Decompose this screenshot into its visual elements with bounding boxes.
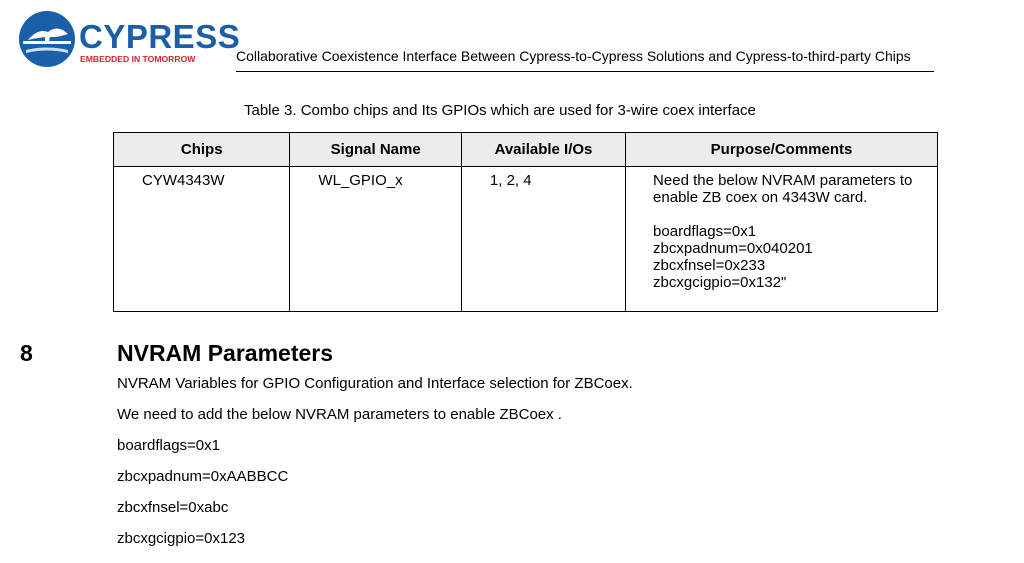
comment-line: enable ZB coex on 4343W card. xyxy=(653,189,868,206)
header-divider xyxy=(236,71,934,72)
combo-chips-table xyxy=(113,132,938,312)
document-header-title: Collaborative Coexistence Interface Between Cypress-to-Cypress Solutions and Cypress-to-third-party Chips xyxy=(236,48,911,64)
logo-tagline: EMBEDDED IN TOMORROW xyxy=(80,54,196,64)
paragraph: zbcxgcigpio=0x123 xyxy=(117,530,246,547)
header-available-ios: Available I/Os xyxy=(461,133,625,167)
paragraph: zbcxfnsel=0xabc xyxy=(117,499,229,516)
paragraph: We need to add the below NVRAM parameters to enable ZBCoex . xyxy=(117,406,562,423)
table-header-row xyxy=(114,133,938,167)
paragraph: zbcxpadnum=0xAABBCC xyxy=(117,468,289,485)
nvram-param: zbcxpadnum=0x040201 xyxy=(653,240,813,257)
header-chips: Chips xyxy=(114,133,290,167)
nvram-param: zbcxfnsel=0x233 xyxy=(653,257,766,274)
section-title: NVRAM Parameters xyxy=(117,340,334,366)
cell-signal: WL_GPIO_x xyxy=(290,167,461,312)
nvram-param: zbcxgcigpio=0x132" xyxy=(653,274,787,291)
paragraph: NVRAM Variables for GPIO Configuration and Interface selection for ZBCoex. xyxy=(117,375,633,392)
section-number: 8 xyxy=(20,340,33,366)
cypress-logo xyxy=(18,10,241,68)
header-purpose-comments: Purpose/Comments xyxy=(626,133,938,167)
table-caption: Table 3. Combo chips and Its GPIOs which are used for 3-wire coex interface xyxy=(244,102,756,119)
nvram-param: boardflags=0x1 xyxy=(653,223,757,240)
header-signal-name: Signal Name xyxy=(290,133,461,167)
logo-wordmark: CYPRESS xyxy=(79,18,241,55)
cell-ios: 1, 2, 4 xyxy=(461,167,625,312)
comment-line: Need the below NVRAM parameters to xyxy=(653,172,913,189)
table-row xyxy=(114,167,938,312)
cell-chip: CYW4343W xyxy=(114,167,290,312)
paragraph: boardflags=0x1 xyxy=(117,437,220,454)
cell-comments xyxy=(626,167,938,312)
